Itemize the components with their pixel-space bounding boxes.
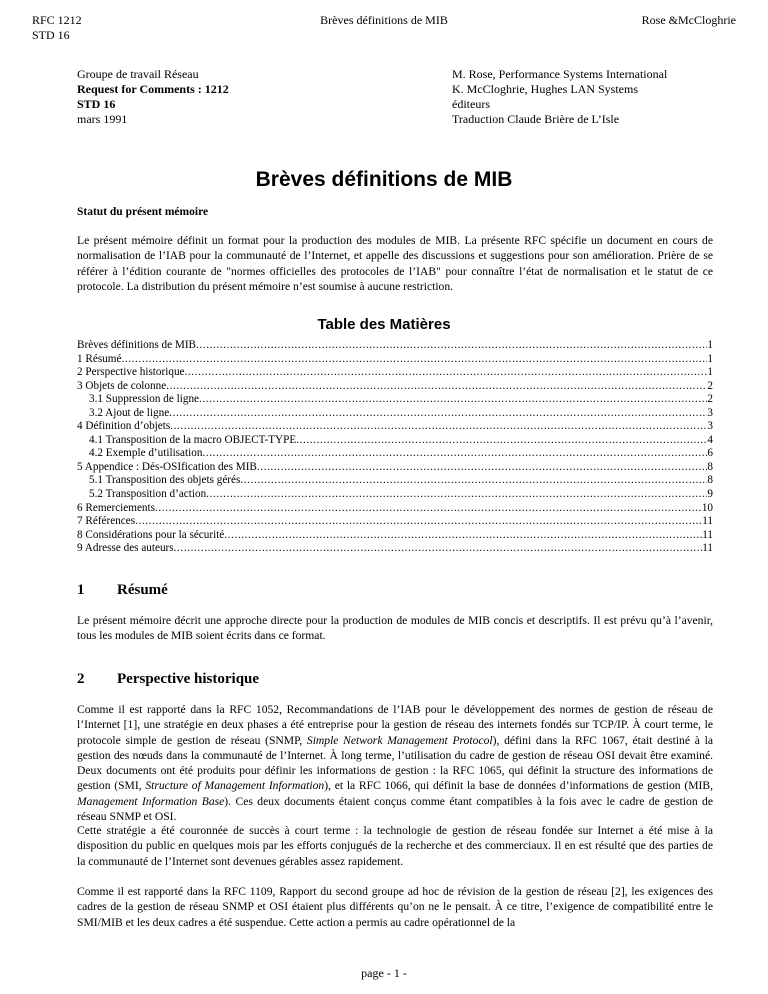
toc-entry[interactable] [77,393,713,407]
toc-entry-page: 10 [701,501,713,514]
toc-leader [240,474,707,488]
toc-entry-label: 5.2 Transposition d’action [89,488,207,501]
toc-leader [174,542,703,556]
toc-entry[interactable] [77,366,713,380]
header-authors: Rose &McCloghrie [641,13,736,27]
toc-entry-label: 7 Références [77,515,136,528]
toc-entry[interactable] [77,542,713,556]
toc-entry-label: 3.1 Suppression de ligne [89,393,200,406]
toc-leader [224,529,702,543]
toc-entry-page: 11 [702,542,713,555]
italic-term: Management Information Base [77,794,225,808]
toc-entry[interactable] [77,420,713,434]
toc-entry[interactable] [77,529,713,543]
toc-entry[interactable] [77,461,713,475]
toc-entry-label: 1 Résumé [77,352,122,365]
meta-editors: éditeurs [452,97,490,111]
section-1-number: 1 [77,582,85,598]
toc-leader [199,393,707,407]
toc-entry[interactable] [77,474,713,488]
toc-entry-label: 9 Adresse des auteurs [77,542,174,555]
section-2-paragraph-1 [77,702,713,824]
toc-entry-label: 4.1 Transposition de la macro OBJECT-TYPE [89,433,297,446]
section-2-number: 2 [77,671,85,687]
section-1-title: Résumé [117,582,168,598]
toc-entry-label: 3.2 Ajout de ligne [89,406,170,419]
toc-entry[interactable] [77,515,713,529]
toc-title: Table des Matières [317,316,451,333]
toc-entry-page: 6 [707,447,713,460]
toc-entry-page: 8 [707,460,713,473]
toc-entry-page: 3 [707,420,713,433]
toc-entry-page: 1 [707,339,713,351]
toc-entry[interactable] [77,502,713,516]
header-std-line: STD 16 [32,28,70,42]
meta-std: STD 16 [77,97,116,111]
toc-entry[interactable] [77,447,713,461]
toc-entry-label: 3 Objets de colonne [77,379,167,392]
toc-entry-label: 6 Remerciements [77,501,155,514]
meta-left [77,67,229,127]
toc-entry-label: 2 Perspective historique [77,366,185,379]
toc-leader [121,353,707,367]
toc-leader [166,380,707,394]
meta-right [452,67,667,127]
header-title: Brèves définitions de MIB [320,13,448,27]
page-number: page - 1 - [361,966,407,980]
toc-entry-label: Brèves définitions de MIB [77,339,197,351]
toc-entry-label: 5.1 Transposition des objets gérés [89,474,241,487]
toc-leader [257,461,708,475]
toc-entry-label: 4.2 Exemple d’utilisation [89,447,203,460]
toc-leader [296,434,707,448]
toc-entry[interactable] [77,339,713,353]
status-paragraph: Le présent mémoire définit un format pour la production des modules de MIB. La présente RFC spécifie un document en cours de normalisation de l’IAB pour la communauté de l’Internet, et appelle des discussions et suggestions pour son amélioration. Prière de se référer à l’édition courante de "normes officielles des protocoles de l’IAB" pour connaître l’état de normalisation et le statut de ce protocole. La distribution du présent mémoire n’est soumise à aucune restriction. [77,234,713,293]
toc-entry-page: 8 [707,474,713,487]
document-title: Brèves définitions de MIB [255,168,513,191]
toc-entry-page: 2 [707,379,713,392]
toc-entry-page: 3 [707,406,713,419]
section-1-heading [77,581,168,599]
toc-entry-page: 2 [707,393,713,406]
toc-entry-label: 4 Définition d’objets [77,420,171,433]
status-heading: Statut du présent mémoire [77,206,209,218]
section-2-title: Perspective historique [117,671,260,687]
meta-date: mars 1991 [77,112,128,126]
toc-leader [155,502,702,516]
toc-entry[interactable] [77,407,713,421]
table-of-contents [77,339,713,556]
toc-entry-page: 9 [707,488,713,501]
text-run: ), défini dans la RFC 1067, était destiné à la gestion des nœuds dans la communauté de l’Internet. À long terme, l’utilisation du cadre de gestion de réseau OSI devait être examiné. Deux documents ont été produits pour définir les informations de gestion : la RFC 1065, qui définit la structure des informations de gestion (SMI, [77,733,713,793]
italic-term: Structure of Management Information [145,779,325,793]
meta-author-1: M. Rose, Performance Systems International [452,67,668,81]
italic-term: Simple Network Management Protocol [306,733,493,747]
toc-entry-page: 11 [702,528,713,541]
toc-entry-page: 1 [707,366,713,379]
meta-translation: Traduction Claude Brière de L’Isle [452,112,620,126]
toc-leader [135,515,702,529]
toc-entry-label: 8 Considérations pour la sécurité [77,528,225,541]
section-1-paragraph: Le présent mémoire décrit une approche directe pour la production de modules de MIB concis et descriptifs. Il est prévu qu’à l’avenir, tous les modules de MIB soient écrits dans ce format. [77,614,713,643]
toc-entry-label: 5 Appendice : Dés-OSIfication des MIB [77,460,257,473]
toc-leader [206,488,707,502]
header-rfc-line: RFC 1212 [32,13,82,27]
text-run: ). Ces deux documents étaient conçus comme étant compatibles à la fois avec le cadre de gestion de réseau SNMP et OSI. [77,794,713,824]
meta-author-2: K. McCloghrie, Hughes LAN Systems [452,82,638,96]
text-run: Comme il est rapporté dans la RFC 1052, Recommandations de l’IAB pour le développement des normes de gestion de réseau de l’Internet [1], une stratégie en deux phases a été entreprise pour la gestion de réseau des internets fondés sur TCP/IP. À court terme, le protocole simple de gestion de réseau (SNMP, [77,703,713,747]
section-2-heading [77,670,259,688]
toc-leader [185,366,708,380]
toc-entry[interactable] [77,380,713,394]
text-run: ), et la RFC 1066, qui définit la base de données d’informations de gestion (MIB, [324,779,713,793]
toc-entry[interactable] [77,488,713,502]
toc-leader [170,420,707,434]
meta-working-group: Groupe de travail Réseau [77,67,199,81]
toc-entry-page: 11 [702,515,713,528]
section-2-paragraph-2: Cette stratégie a été couronnée de succès à court terme : la technologie de gestion de réseau fondée sur Internet a été mise à la disposition du public en quelques mois par les efforts conjugués de la recherche et des commerciaux. Il en est résulté que des parties de la communauté de l’Internet sont devenues gérables assez rapidement. [77,824,713,868]
toc-leader [202,447,707,461]
meta-rfc: Request for Comments : 1212 [77,82,229,96]
toc-entry[interactable] [77,353,713,367]
toc-leader [169,407,707,421]
toc-entry-page: 4 [707,433,713,446]
toc-entry[interactable] [77,434,713,448]
toc-leader [196,339,707,353]
section-2-paragraph-3: Comme il est rapporté dans la RFC 1109, Rapport du second groupe ad hoc de révision de la gestion de réseau [2], les exigences des cadres de la gestion de réseau SNMP et OSI étaient plus différents qu’on ne le pensait. À ce titre, l’exigence de compatibilité entre le SMI/MIB et les deux cadres a été suspendue. Cette action a permis au cadre opérationnel de la [77,885,713,929]
toc-entry-page: 1 [707,352,713,365]
